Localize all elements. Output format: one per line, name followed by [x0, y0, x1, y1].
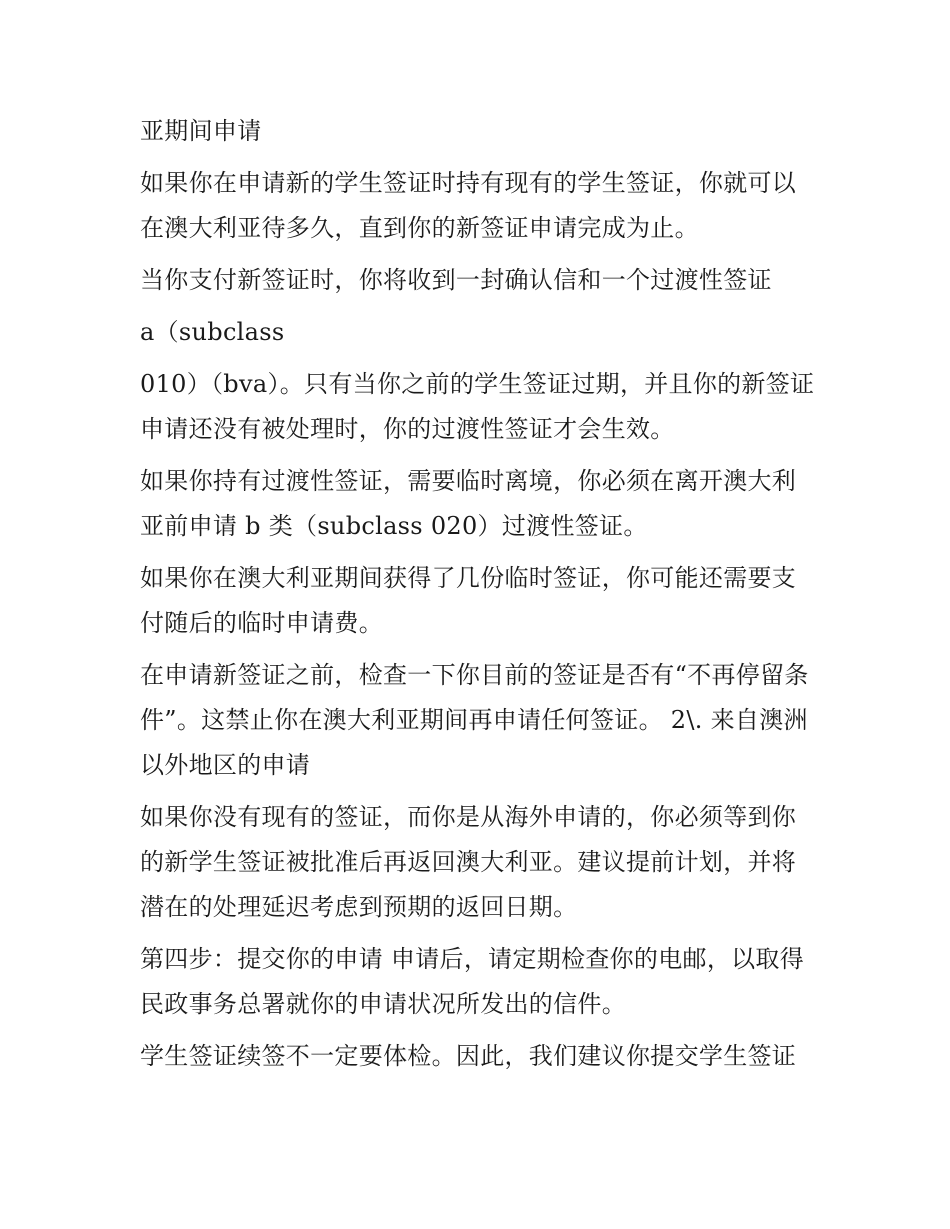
- paragraph-6: 如果你持有过渡性签证，需要临时离境，你必须在离开澳大利亚前申请 b 类（subclass 020）过渡性签证。: [140, 467, 797, 540]
- document-body: [140, 109, 820, 1086]
- paragraph-9: 如果你没有现有的签证，而你是从海外申请的，你必须等到你的新学生签证被批准后再返回澳大利亚。建议提前计划，并将潜在的处理延迟考虑到预期的返回日期。: [140, 803, 797, 921]
- paragraph-8: 在申请新签证之前，检查一下你目前的签证是否有“不再停留条件”。这禁止你在澳大利亚期间再申请任何签证。 2\. 来自澳洲以外地区的申请: [140, 661, 809, 779]
- paragraph-2: 如果你在申请新的学生签证时持有现有的学生签证，你就可以在澳大利亚待多久，直到你的新签证申请完成为止。: [140, 169, 797, 242]
- paragraph-3: 当你支付新签证时，你将收到一封确认信和一个过渡性签证: [140, 266, 772, 294]
- paragraph-7: 如果你在澳大利亚期间获得了几份临时签证，你可能还需要支付随后的临时申请费。: [140, 564, 797, 637]
- paragraph-11: 学生签证续签不一定要体检。因此，我们建议你提交学生签证: [140, 1042, 797, 1070]
- paragraph-10: 第四步：提交你的申请 申请后，请定期检查你的电邮，以取得民政事务总署就你的申请状况所发出的信件。: [140, 945, 805, 1018]
- paragraph-1: 亚期间申请: [140, 117, 262, 145]
- paragraph-4: a（subclass: [140, 318, 285, 346]
- paragraph-5: 010）（bva）。只有当你之前的学生签证过期，并且你的新签证申请还没有被处理时，你的过渡性签证才会生效。: [140, 370, 815, 443]
